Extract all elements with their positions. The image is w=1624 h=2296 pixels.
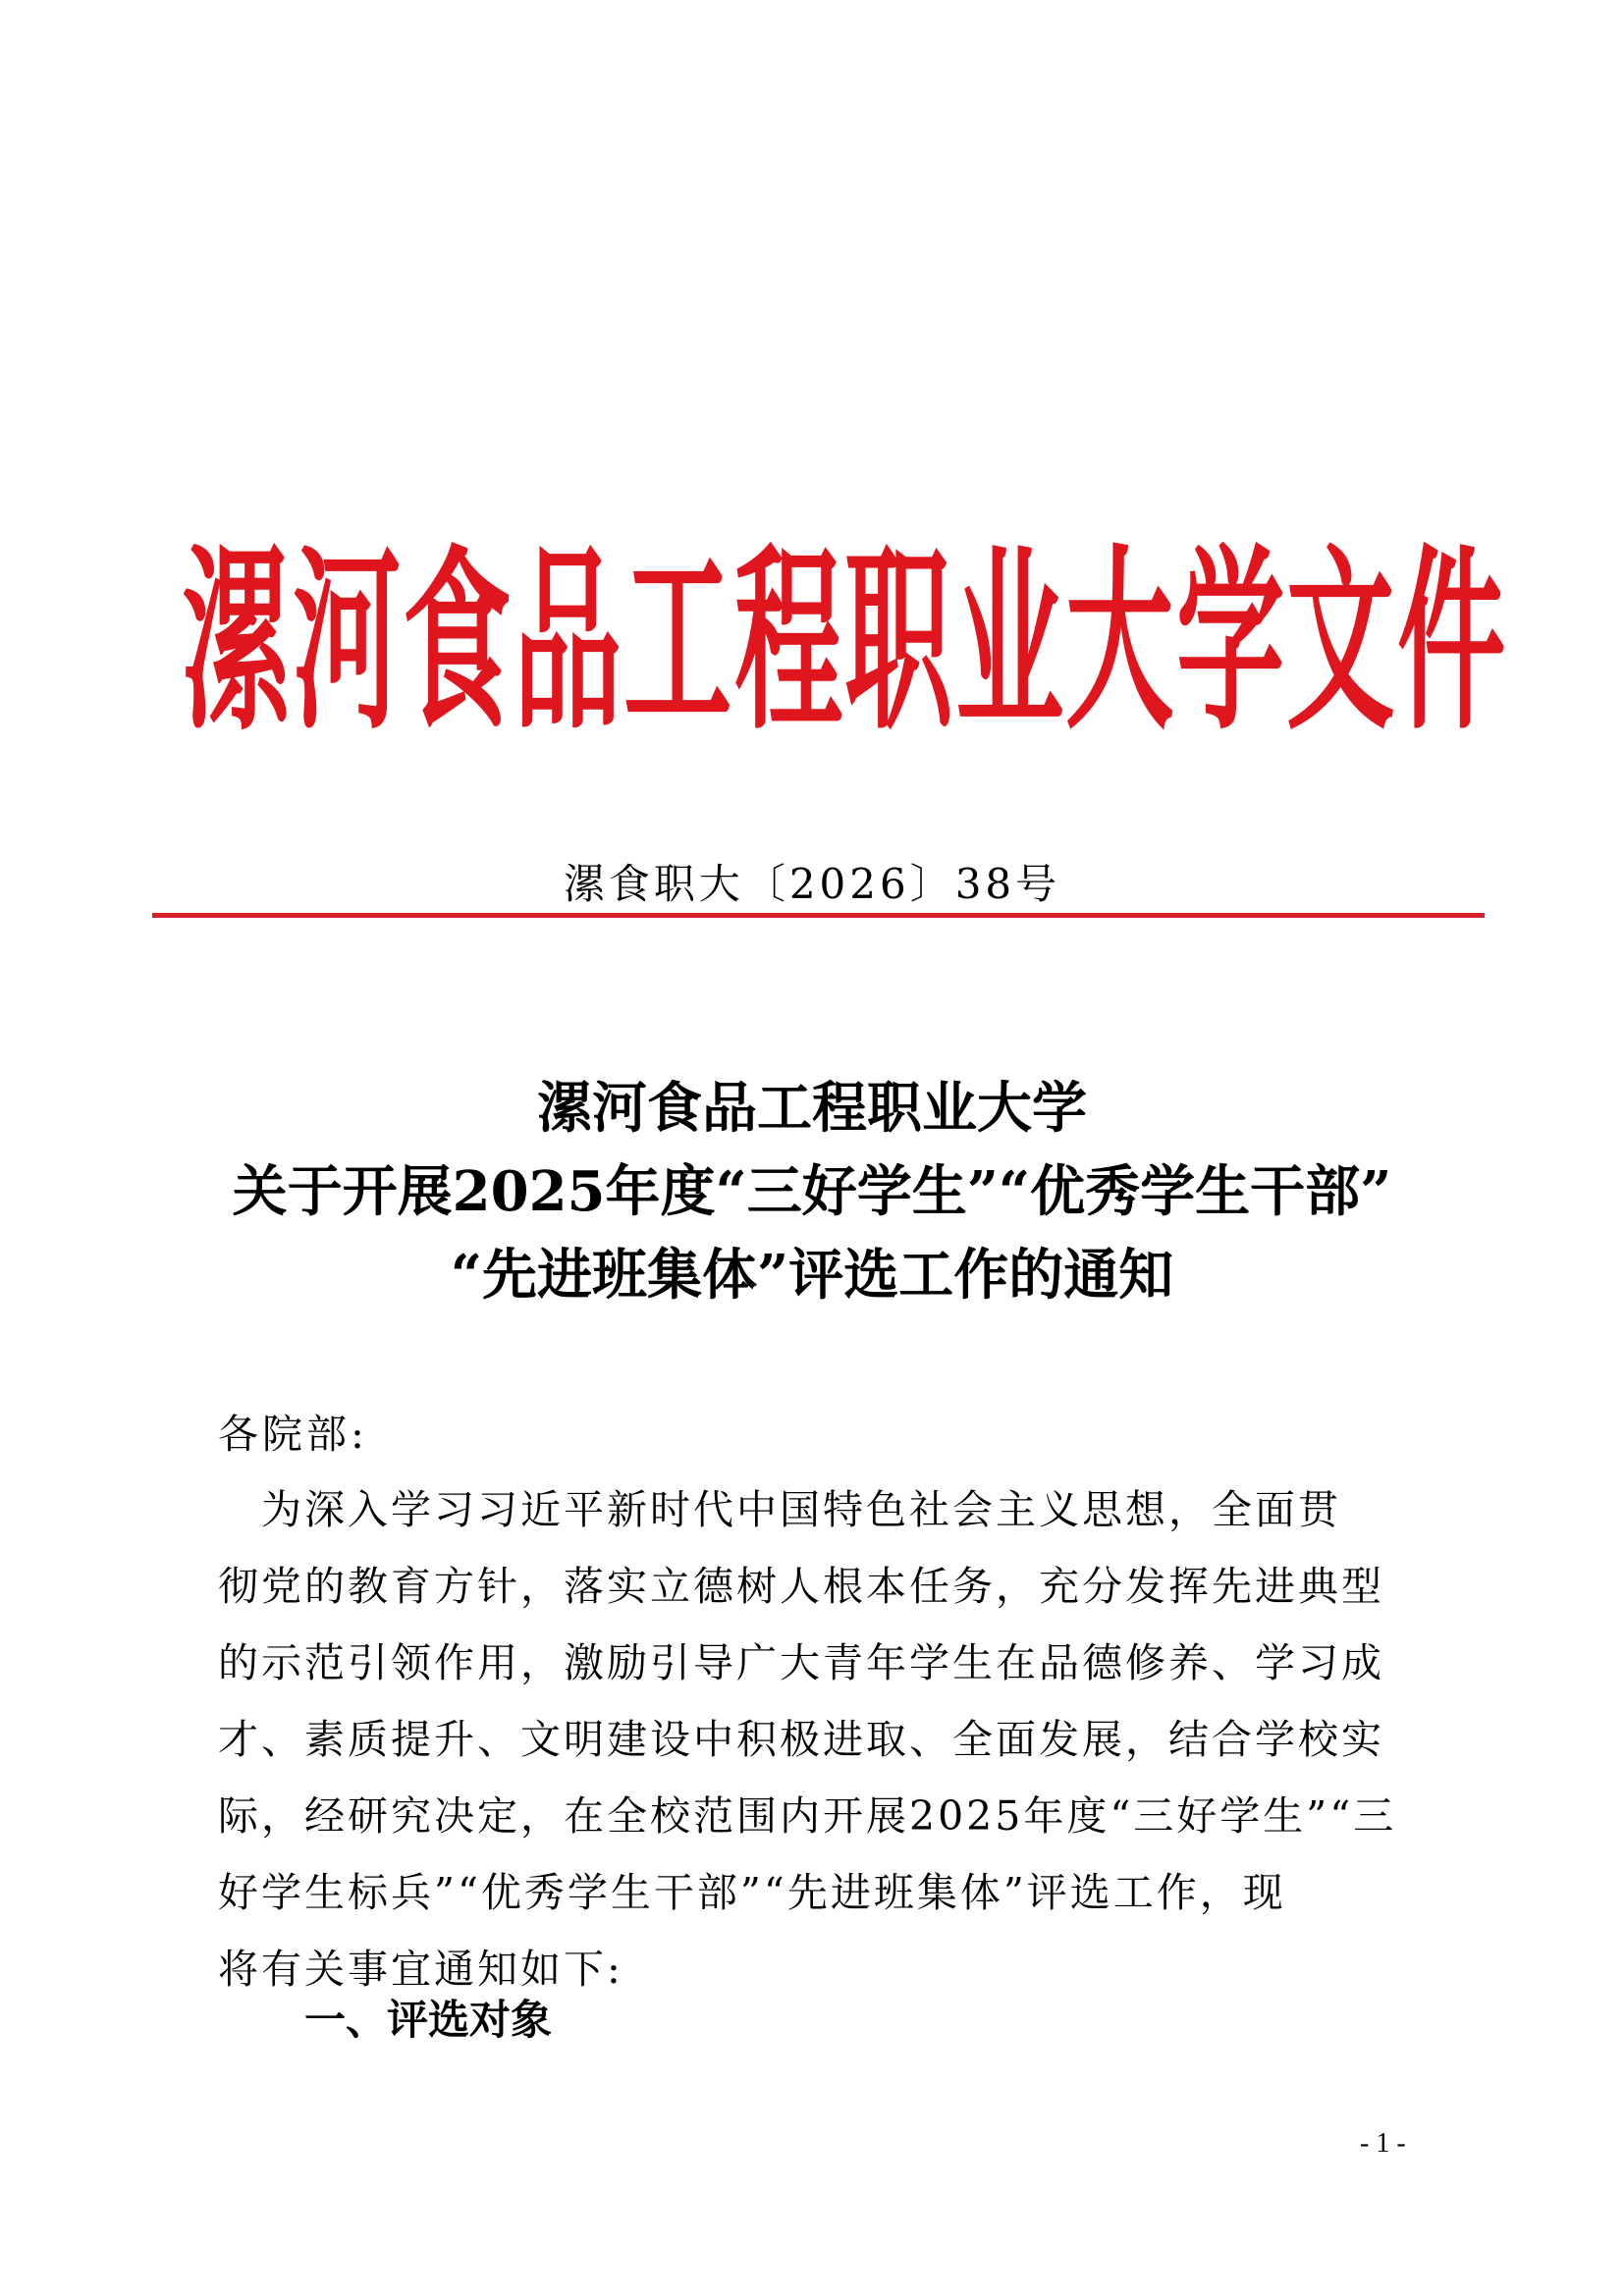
- paragraph-line: 为深入学习习近平新时代中国特色社会主义思想，全面贯: [218, 1486, 1341, 1533]
- masthead: [157, 520, 1506, 766]
- title-line-2: 关于开展2025年度“三好学生”“优秀学生干部”: [232, 1159, 1392, 1224]
- masthead-char: 件: [1397, 528, 1506, 757]
- masthead-char: 河: [292, 528, 401, 757]
- paragraph-line: 将有关事宜通知如下:: [218, 1946, 623, 1993]
- paragraph-line: 的示范引领作用，激励引导广大青年学生在品德修养、学习成: [218, 1639, 1384, 1686]
- masthead-char: 品: [513, 528, 622, 757]
- masthead-char: 食: [403, 528, 512, 757]
- title-line-1: 漯河食品工程职业大学: [537, 1076, 1087, 1141]
- masthead-char: 程: [733, 528, 842, 757]
- section-heading: 一、评选对象: [304, 1996, 553, 2044]
- paragraph-line: 才、素质提升、文明建设中积极进取、全面发展，结合学校实: [218, 1716, 1384, 1763]
- page-number: - 1 -: [1360, 2128, 1406, 2159]
- paragraph-line: 好学生标兵”“优秀学生干部”“先进班集体”评选工作，现: [218, 1869, 1286, 1916]
- masthead-char: 大: [1065, 528, 1174, 757]
- masthead-char: 职: [844, 528, 953, 757]
- masthead-char: 学: [1175, 528, 1284, 757]
- paragraph-line: 际，经研究决定，在全校范围内开展2025年度“三好学生”“三: [218, 1792, 1397, 1840]
- salutation: 各院部:: [218, 1411, 368, 1458]
- masthead-char: 漯: [182, 528, 291, 757]
- red-divider: [152, 913, 1485, 918]
- title-line-3: “先进班集体”评选工作的通知: [450, 1243, 1174, 1308]
- paragraph-line: 彻党的教育方针，落实立德树人根本任务，充分发挥先进典型: [218, 1563, 1384, 1610]
- document-number: 漯食职大〔2026〕38号: [563, 860, 1061, 908]
- masthead-char: 文: [1286, 528, 1395, 757]
- masthead-char: 业: [954, 528, 1063, 757]
- masthead-char: 工: [623, 528, 732, 757]
